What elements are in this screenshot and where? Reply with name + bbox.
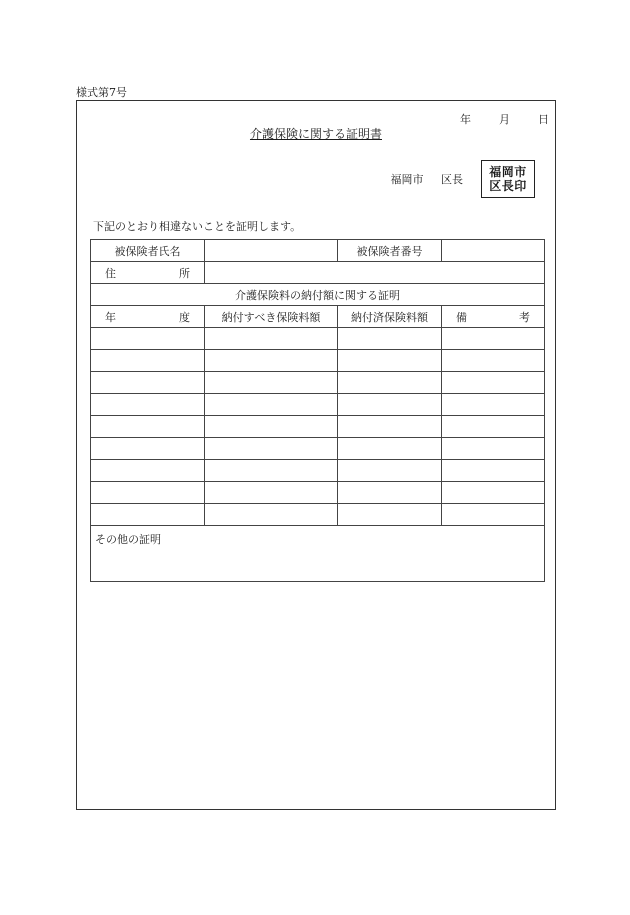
remarks-cell[interactable] bbox=[442, 438, 545, 460]
seal-line-1: 福岡市 bbox=[489, 165, 527, 179]
remarks-cell[interactable] bbox=[442, 328, 545, 350]
remarks-cell[interactable] bbox=[442, 350, 545, 372]
table-row bbox=[91, 416, 545, 438]
amount-due-cell[interactable] bbox=[205, 416, 338, 438]
certificate-table bbox=[90, 239, 545, 582]
fiscal-year-cell[interactable] bbox=[91, 328, 205, 350]
certificate-frame bbox=[76, 100, 556, 810]
remarks-cell[interactable] bbox=[442, 482, 545, 504]
address-field[interactable] bbox=[205, 262, 545, 284]
amount-paid-cell[interactable] bbox=[338, 416, 442, 438]
amount-paid-cell[interactable] bbox=[338, 460, 442, 482]
amount-paid-cell[interactable] bbox=[338, 372, 442, 394]
document-title: 介護保険に関する証明書 bbox=[249, 127, 382, 141]
other-certification-row bbox=[91, 526, 545, 582]
insured-number-label: 被保険者番号 bbox=[338, 240, 442, 262]
amount-paid-cell[interactable] bbox=[338, 504, 442, 526]
remarks-cell[interactable] bbox=[442, 460, 545, 482]
date-month-label: 月 bbox=[499, 113, 510, 126]
issuer-office: 区長 bbox=[441, 173, 463, 186]
column-header-row bbox=[91, 306, 545, 328]
table-row bbox=[91, 372, 545, 394]
table-row bbox=[91, 328, 545, 350]
amount-due-cell[interactable] bbox=[205, 460, 338, 482]
section-heading: 介護保険料の納付額に関する証明 bbox=[91, 284, 545, 306]
table-row bbox=[91, 350, 545, 372]
column-header-amount-paid: 納付済保険料額 bbox=[338, 306, 442, 328]
amount-paid-cell[interactable] bbox=[338, 482, 442, 504]
insured-number-field[interactable] bbox=[442, 240, 545, 262]
issuer-city: 福岡市 bbox=[390, 173, 424, 186]
amount-paid-cell[interactable] bbox=[338, 350, 442, 372]
column-header-remarks: 備 考 bbox=[442, 306, 545, 328]
form-number: 様式第7号 bbox=[76, 86, 127, 99]
insured-name-field[interactable] bbox=[205, 240, 338, 262]
amount-due-cell[interactable] bbox=[205, 504, 338, 526]
fiscal-year-cell[interactable] bbox=[91, 482, 205, 504]
section-heading-row bbox=[91, 284, 545, 306]
column-header-fiscal-year: 年 度 bbox=[91, 306, 205, 328]
certification-statement: 下記のとおり相違ないことを証明します。 bbox=[93, 220, 302, 233]
amount-paid-cell[interactable] bbox=[338, 438, 442, 460]
table-row bbox=[91, 394, 545, 416]
address-row bbox=[91, 262, 545, 284]
amount-due-cell[interactable] bbox=[205, 482, 338, 504]
amount-due-cell[interactable] bbox=[205, 394, 338, 416]
other-certification-label: その他の証明 bbox=[95, 533, 161, 546]
amount-due-cell[interactable] bbox=[205, 350, 338, 372]
seal-line-2: 区長印 bbox=[489, 179, 527, 193]
table-row bbox=[91, 504, 545, 526]
insured-info-row bbox=[91, 240, 545, 262]
fiscal-year-cell[interactable] bbox=[91, 460, 205, 482]
remarks-cell[interactable] bbox=[442, 372, 545, 394]
remarks-cell[interactable] bbox=[442, 504, 545, 526]
amount-paid-cell[interactable] bbox=[338, 328, 442, 350]
table-row bbox=[91, 438, 545, 460]
fiscal-year-cell[interactable] bbox=[91, 394, 205, 416]
amount-due-cell[interactable] bbox=[205, 328, 338, 350]
fiscal-year-cell[interactable] bbox=[91, 416, 205, 438]
fiscal-year-cell[interactable] bbox=[91, 350, 205, 372]
address-label: 住 所 bbox=[91, 262, 205, 284]
fiscal-year-cell[interactable] bbox=[91, 372, 205, 394]
date-day-label: 日 bbox=[538, 113, 549, 126]
table-row bbox=[91, 460, 545, 482]
official-seal bbox=[481, 160, 535, 198]
table-row bbox=[91, 482, 545, 504]
fiscal-year-cell[interactable] bbox=[91, 438, 205, 460]
remarks-cell[interactable] bbox=[442, 416, 545, 438]
amount-paid-cell[interactable] bbox=[338, 394, 442, 416]
date-year-label: 年 bbox=[460, 113, 471, 126]
issuer bbox=[391, 171, 464, 187]
column-header-amount-due: 納付すべき保険料額 bbox=[205, 306, 338, 328]
amount-due-cell[interactable] bbox=[205, 372, 338, 394]
fiscal-year-cell[interactable] bbox=[91, 504, 205, 526]
insured-name-label: 被保険者氏名 bbox=[91, 240, 205, 262]
remarks-cell[interactable] bbox=[442, 394, 545, 416]
other-certification-field[interactable] bbox=[91, 526, 545, 582]
amount-due-cell[interactable] bbox=[205, 438, 338, 460]
